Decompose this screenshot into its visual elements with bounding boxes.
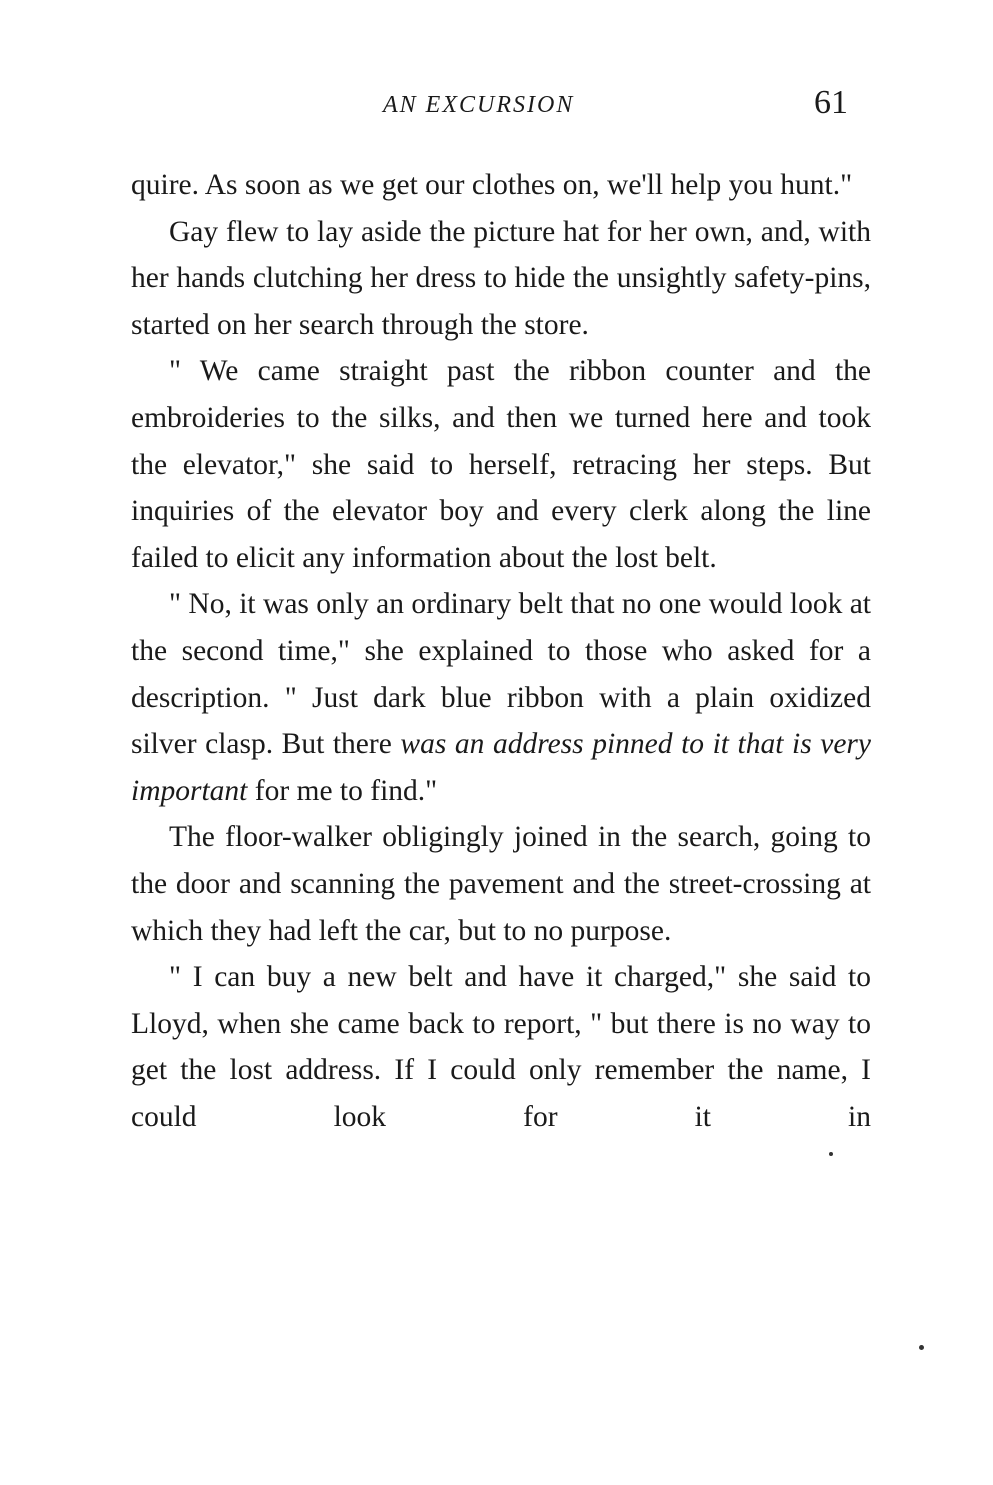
paragraph-new-belt: " I can buy a new belt and have it charged," she said to Lloyd, when she came back to report, " but there is no way to get the lost address. If I could only remember the name, I could look for it in — [131, 961, 871, 1133]
ink-speck — [919, 1345, 924, 1350]
body-text — [131, 162, 871, 1140]
running-head-title: AN EXCURSION — [383, 92, 575, 118]
belt-description-italic: was an address pinned to it that is very important — [131, 728, 872, 807]
paragraph-belt-description — [131, 581, 871, 814]
belt-description-ending: for me to find." — [254, 774, 438, 807]
belt-description-text: " No, it was only an ordinary belt that no one would look at the second time," she explained to those who asked for a description. " Just dark blue ribbon with a plain oxidized silver clasp. But there — [131, 588, 871, 761]
paragraph-floor-walker: The floor-walker obligingly joined in the search, going to the door and scanning the pavement and the street-crossing at which they had left the car, but to no purpose. — [131, 821, 871, 947]
page-number: 61 — [814, 84, 848, 121]
ink-speck — [829, 1152, 833, 1156]
paragraph-continuation: quire. As soon as we get our clothes on, we'll help you hunt." — [131, 169, 853, 201]
paragraph-retracing-steps: " We came straight past the ribbon counter and the embroideries to the silks, and then we turned here and took the elevator," she said to herself, retracing her steps. But inquiries of the elevator boy and every clerk along the line failed to elicit any information about the lost belt. — [131, 355, 871, 574]
paragraph-gay-search: Gay flew to lay aside the picture hat for her own, and, with her hands clutching her dress to hide the unsightly safety-pins, started on her search through the store. — [131, 215, 871, 341]
